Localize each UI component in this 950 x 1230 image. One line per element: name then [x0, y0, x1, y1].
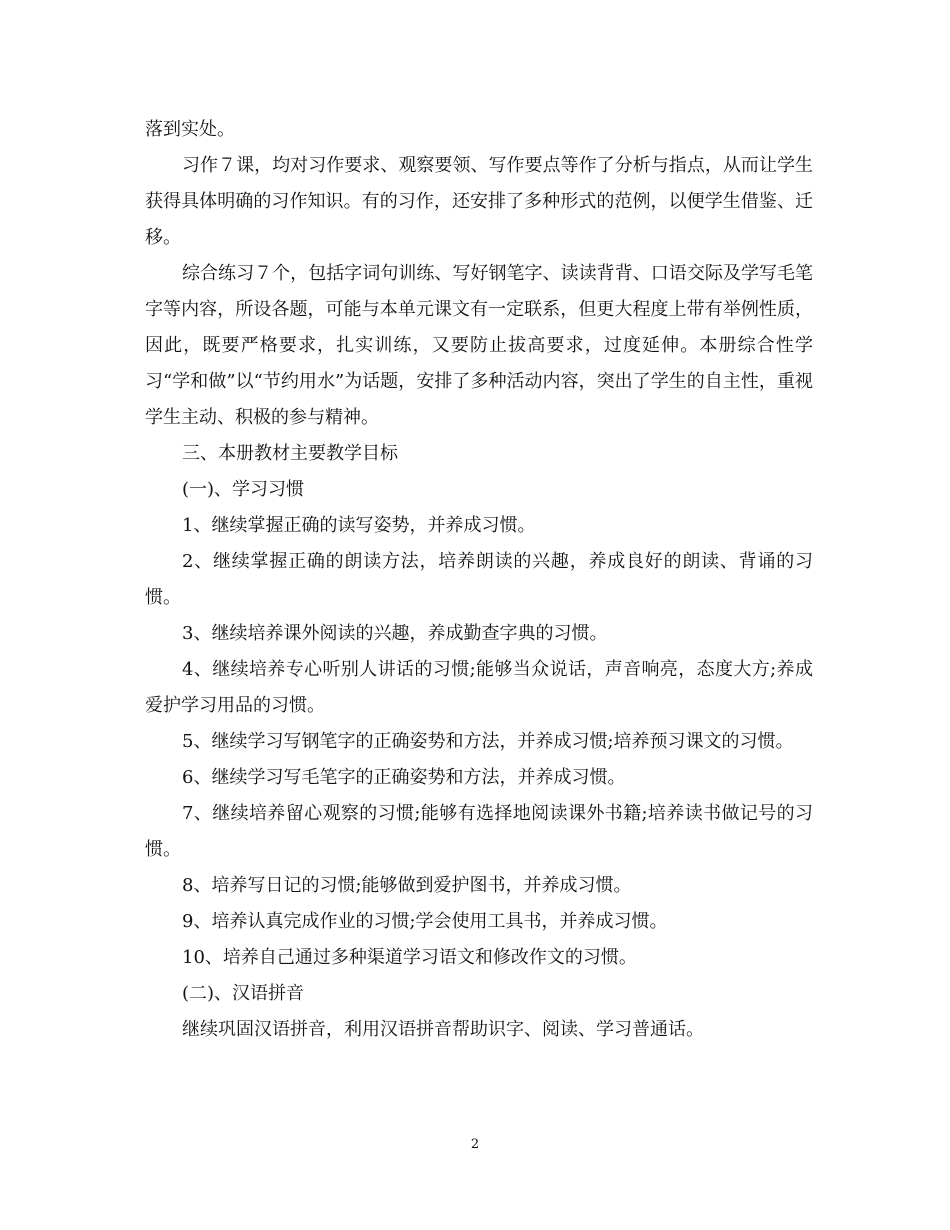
- paragraph-composition: 习作７课，均对习作要求、观察要领、写作要点等作了分析与指点，从而让学生获得具体明确的习作知识。有的习作，还安排了多种形式的范例，以便学生借鉴、迁移。: [145, 155, 813, 248]
- section-heading-goals: 三、本册教材主要教学目标: [182, 443, 398, 464]
- list-item-habit-9: 9、培养认真完成作业的习惯;学会使用工具书，并养成习惯。: [182, 911, 668, 932]
- list-item-habit-4: 4、继续培养专心听别人讲话的习惯;能够当众说话，声音响亮，态度大方;养成爱护学习用品的习惯。: [145, 659, 813, 716]
- list-item-habit-2: 2、继续掌握正确的朗读方法，培养朗读的兴趣，养成良好的朗读、背诵的习惯。: [145, 551, 813, 608]
- list-item-habit-8: 8、培养写日记的习惯;能够做到爱护图书，并养成习惯。: [182, 875, 632, 896]
- list-item-habit-5: 5、继续学习写钢笔字的正确姿势和方法，并养成习惯;培养预习课文的习惯。: [182, 731, 794, 752]
- list-item-habit-3: 3、继续培养课外阅读的兴趣，养成勤查字典的习惯。: [182, 623, 608, 644]
- list-item-habit-1: 1、继续掌握正确的读写姿势，并养成习惯。: [182, 515, 536, 536]
- list-item-habit-10: 10、培养自己通过多种渠道学习语文和修改作文的习惯。: [182, 947, 637, 968]
- subsection-heading-pinyin: (二)、汉语拼音: [182, 983, 305, 1004]
- subsection-heading-habits: (一)、学习习惯: [182, 479, 305, 500]
- page-number: 2: [470, 1137, 480, 1152]
- document-body: [145, 112, 813, 1048]
- paragraph-pinyin: 继续巩固汉语拼音，利用汉语拼音帮助识字、阅读、学习普通话。: [182, 1019, 704, 1040]
- paragraph-exercises: 综合练习７个，包括字词句训练、写好钢笔字、读读背背、口语交际及学写毛笔字等内容，所设各题，可能与本单元课文有一定联系，但更大程度上带有举例性质，因此，既要严格要求，扎实训练，又要防止拔高要求，过度延伸。本册综合性学习“学和做”以“节约用水”为话题，安排了多种活动内容，突出了学生的自主性，重视学生主动、积极的参与精神。: [145, 263, 813, 428]
- paragraph-continuation: 落到实处。: [145, 119, 235, 140]
- list-item-habit-6: 6、继续学习写毛笔字的正确姿势和方法，并养成习惯。: [182, 767, 626, 788]
- list-item-habit-7: 7、继续培养留心观察的习惯;能够有选择地阅读课外书籍;培养读书做记号的习惯。: [145, 803, 813, 860]
